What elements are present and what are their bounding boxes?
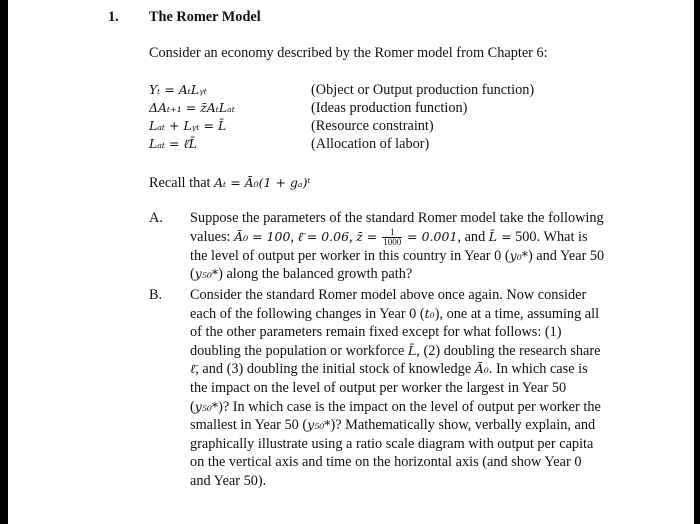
part-a-math: ℓ̄ = 0.06 <box>297 228 350 244</box>
part-a-math: L̄ = <box>488 228 512 244</box>
fraction-denominator: 1000 <box>383 236 402 247</box>
right-edge-border <box>694 0 700 524</box>
fraction <box>382 228 402 247</box>
part-b-text-segment: , and (3) doubling the initial stock of knowledge <box>195 361 475 378</box>
equation-row <box>149 136 569 154</box>
part-b-text-segment: )? In which case is the impact on the level of output per worker the smallest in Year 50 ( <box>190 398 601 434</box>
equation-math: Yₜ = AₜLᵧₜ <box>149 82 207 97</box>
equation-row <box>149 118 569 136</box>
part-a-math: Ā₀ = 100 <box>234 228 291 244</box>
part-a-text-segment: Suppose the parameters of the standard Romer model take the following values: <box>190 210 604 245</box>
part-b-text-segment: . In which case is the impact on the level of output per worker the largest in Year 50 ( <box>190 361 588 415</box>
equation-description: (Object or Output production function) <box>311 82 535 98</box>
part-b-label: B. <box>149 287 163 303</box>
part-a-text-segment: ) along the balanced growth path? <box>218 266 413 283</box>
equation-row <box>149 100 569 118</box>
part-a-math: = 0.001 <box>403 228 458 244</box>
intro-text: Consider an economy described by the Romer model from Chapter 6: <box>149 45 548 61</box>
part-b-math: Ā₀ <box>474 361 489 377</box>
left-edge-border <box>0 0 8 524</box>
equation-description: (Ideas production function) <box>311 100 468 116</box>
recall-formula: Aₜ = Ā₀(1 + gₐ)ᵗ <box>214 175 311 190</box>
part-b-math: t₀ <box>424 305 435 321</box>
part-a-text-segment: , and <box>457 228 489 245</box>
equation-math: Lₐₜ + Lᵧₜ = L̄ <box>149 118 227 133</box>
part-a-label: A. <box>149 210 163 226</box>
equation-math: Lₐₜ = ℓ̄L̄ <box>149 136 198 151</box>
part-a-math: z̄ = <box>356 228 382 244</box>
equation-row <box>149 82 569 100</box>
part-a-text-segment: ) and Year 50 ( <box>190 247 605 283</box>
part-a-text <box>190 209 605 284</box>
part-b-math: y₅₀* <box>307 417 331 433</box>
equation-list <box>149 82 569 154</box>
part-b-math: y₅₀* <box>194 398 219 414</box>
equation-description: (Resource constraint) <box>311 118 434 134</box>
question-number: 1. <box>108 9 119 25</box>
part-a-text-segment: , <box>349 228 357 245</box>
equation-description: (Allocation of labor) <box>311 136 430 152</box>
part-b-text <box>190 286 605 491</box>
part-b-text-segment: Consider the standard Romer model above once again. Now consider each of the following changes in Year 0 ( <box>190 287 587 322</box>
part-b-math: ℓ̄ <box>190 361 196 377</box>
part-b-text-segment: , (2) doubling the research share <box>416 342 601 359</box>
part-b-text-segment: ), one at a time, assuming all of the other parameters remain fixed except for what follows: (1) doubling the population or workforce <box>190 305 600 359</box>
part-b-text-segment: )? Mathematically show, verbally explain, and graphically illustrate using a ratio scale diagram with output per capita on the vertical axis and time on the horizontal axis (and show Year 0 and Year 50). <box>190 417 596 489</box>
part-a-math: y₀* <box>509 247 528 263</box>
part-a-math: y₅₀* <box>194 266 219 282</box>
recall-prefix: Recall that <box>149 175 215 191</box>
part-a-text-segment: , <box>290 228 298 245</box>
recall-statement <box>149 175 311 193</box>
fraction-numerator: 1 <box>382 228 402 238</box>
question-title: The Romer Model <box>149 9 261 25</box>
part-a-text-segment: 500. What is the level of output per worker in this country in Year 0 ( <box>190 228 588 264</box>
equation-math: ΔAₜ₊₁ = z̄AₜLₐₜ <box>149 100 235 115</box>
part-b-math: L̄ <box>407 342 417 358</box>
